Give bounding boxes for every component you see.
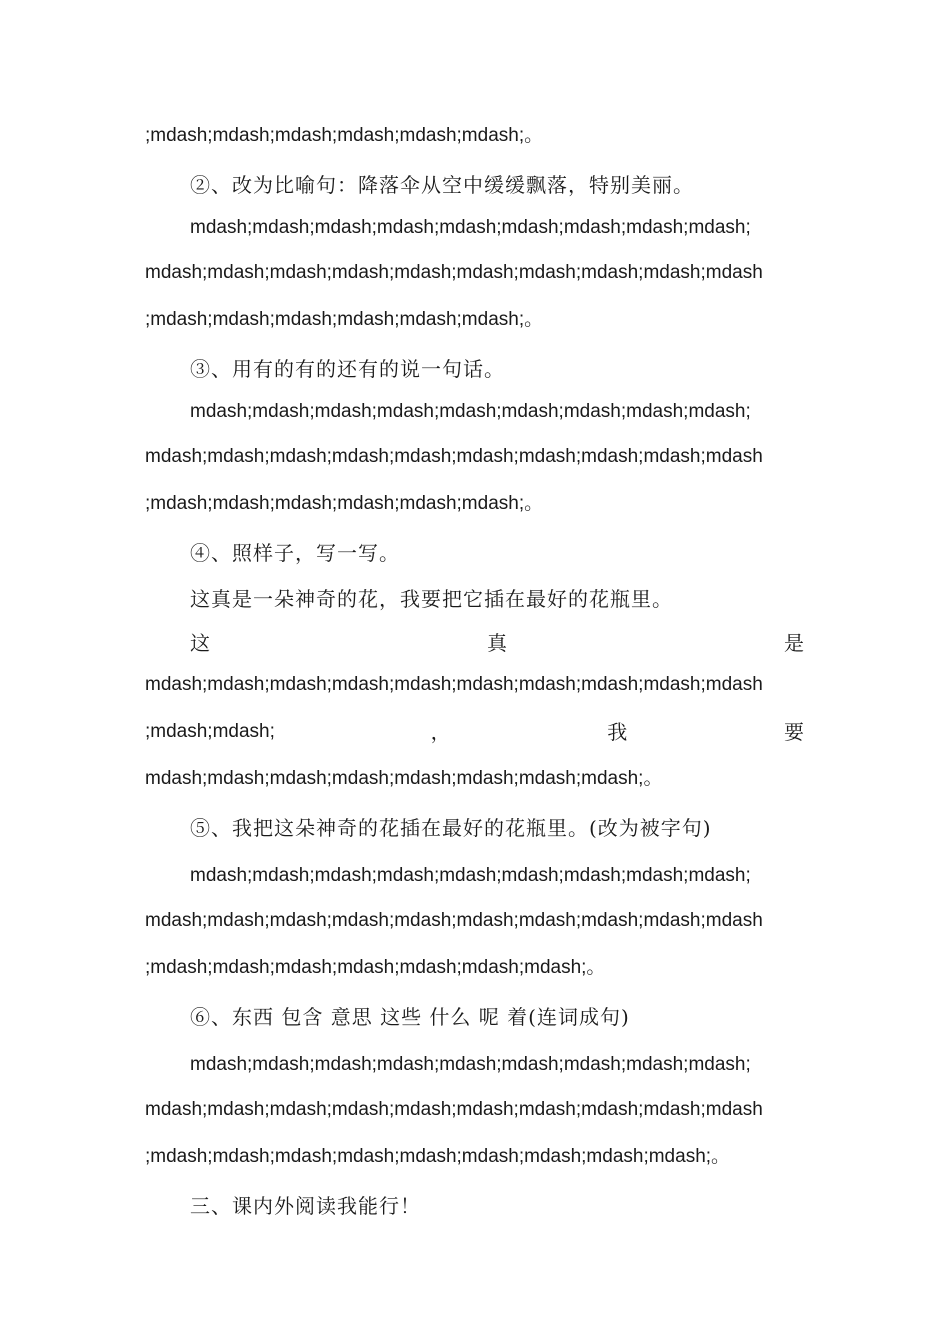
answer-line: mdash;mdash;mdash;mdash;mdash;mdash;mdash;mdash;mdash; [190, 217, 751, 238]
answer-line: mdash;mdash;mdash;mdash;mdash;mdash;mdash;mdash;mdash;mdash [145, 674, 763, 695]
answer-line: mdash;mdash;mdash;mdash;mdash;mdash;mdash;mdash;。 [145, 768, 663, 789]
answer-line: mdash;mdash;mdash;mdash;mdash;mdash;mdash;mdash;mdash;mdash [145, 1099, 763, 1120]
question-3-heading: ③、用有的有的还有的说一句话。 [190, 357, 505, 381]
spread-word: ， [430, 720, 452, 744]
spread-word: 要 [783, 720, 805, 744]
question-6-heading: ⑥、东西 包含 意思 这些 什么 呢 着(连词成句) [190, 1005, 630, 1029]
answer-line: mdash;mdash;mdash;mdash;mdash;mdash;mdash;mdash;mdash; [190, 1054, 751, 1075]
answer-line: ;mdash;mdash;mdash;mdash;mdash;mdash;mdash;mdash;mdash;。 [145, 1146, 731, 1167]
spread-word: 真 [487, 631, 508, 655]
spread-word: ;mdash;mdash; [145, 721, 275, 742]
example-sentence: 这真是一朵神奇的花，我要把它插在最好的花瓶里。 [190, 587, 673, 611]
spread-word: 这 [190, 631, 211, 655]
answer-line: mdash;mdash;mdash;mdash;mdash;mdash;mdash;mdash;mdash; [190, 401, 751, 422]
answer-line: mdash;mdash;mdash;mdash;mdash;mdash;mdash;mdash;mdash;mdash [145, 262, 763, 283]
section-3-heading: 三、课内外阅读我能行！ [190, 1194, 421, 1218]
answer-line: mdash;mdash;mdash;mdash;mdash;mdash;mdash;mdash;mdash; [190, 865, 751, 886]
spread-word: 是 [784, 631, 805, 655]
question-2-heading: ②、改为比喻句：降落伞从空中缓缓飘落，特别美丽。 [190, 173, 694, 197]
answer-line: ;mdash;mdash;mdash;mdash;mdash;mdash;。 [145, 309, 544, 330]
spread-line [145, 719, 805, 745]
answer-line: ;mdash;mdash;mdash;mdash;mdash;mdash;mdash;。 [145, 957, 606, 978]
answer-line: ;mdash;mdash;mdash;mdash;mdash;mdash;。 [145, 493, 544, 514]
question-5-heading: ⑤、我把这朵神奇的花插在最好的花瓶里。(改为被字句) [190, 816, 712, 840]
answer-line: mdash;mdash;mdash;mdash;mdash;mdash;mdash;mdash;mdash;mdash [145, 446, 763, 467]
answer-line: mdash;mdash;mdash;mdash;mdash;mdash;mdash;mdash;mdash;mdash [145, 910, 763, 931]
question-4-heading: ④、照样子，写一写。 [190, 541, 400, 565]
spread-line [190, 630, 805, 656]
spread-word: 我 [607, 720, 629, 744]
text-line: ;mdash;mdash;mdash;mdash;mdash;mdash;。 [145, 125, 544, 146]
